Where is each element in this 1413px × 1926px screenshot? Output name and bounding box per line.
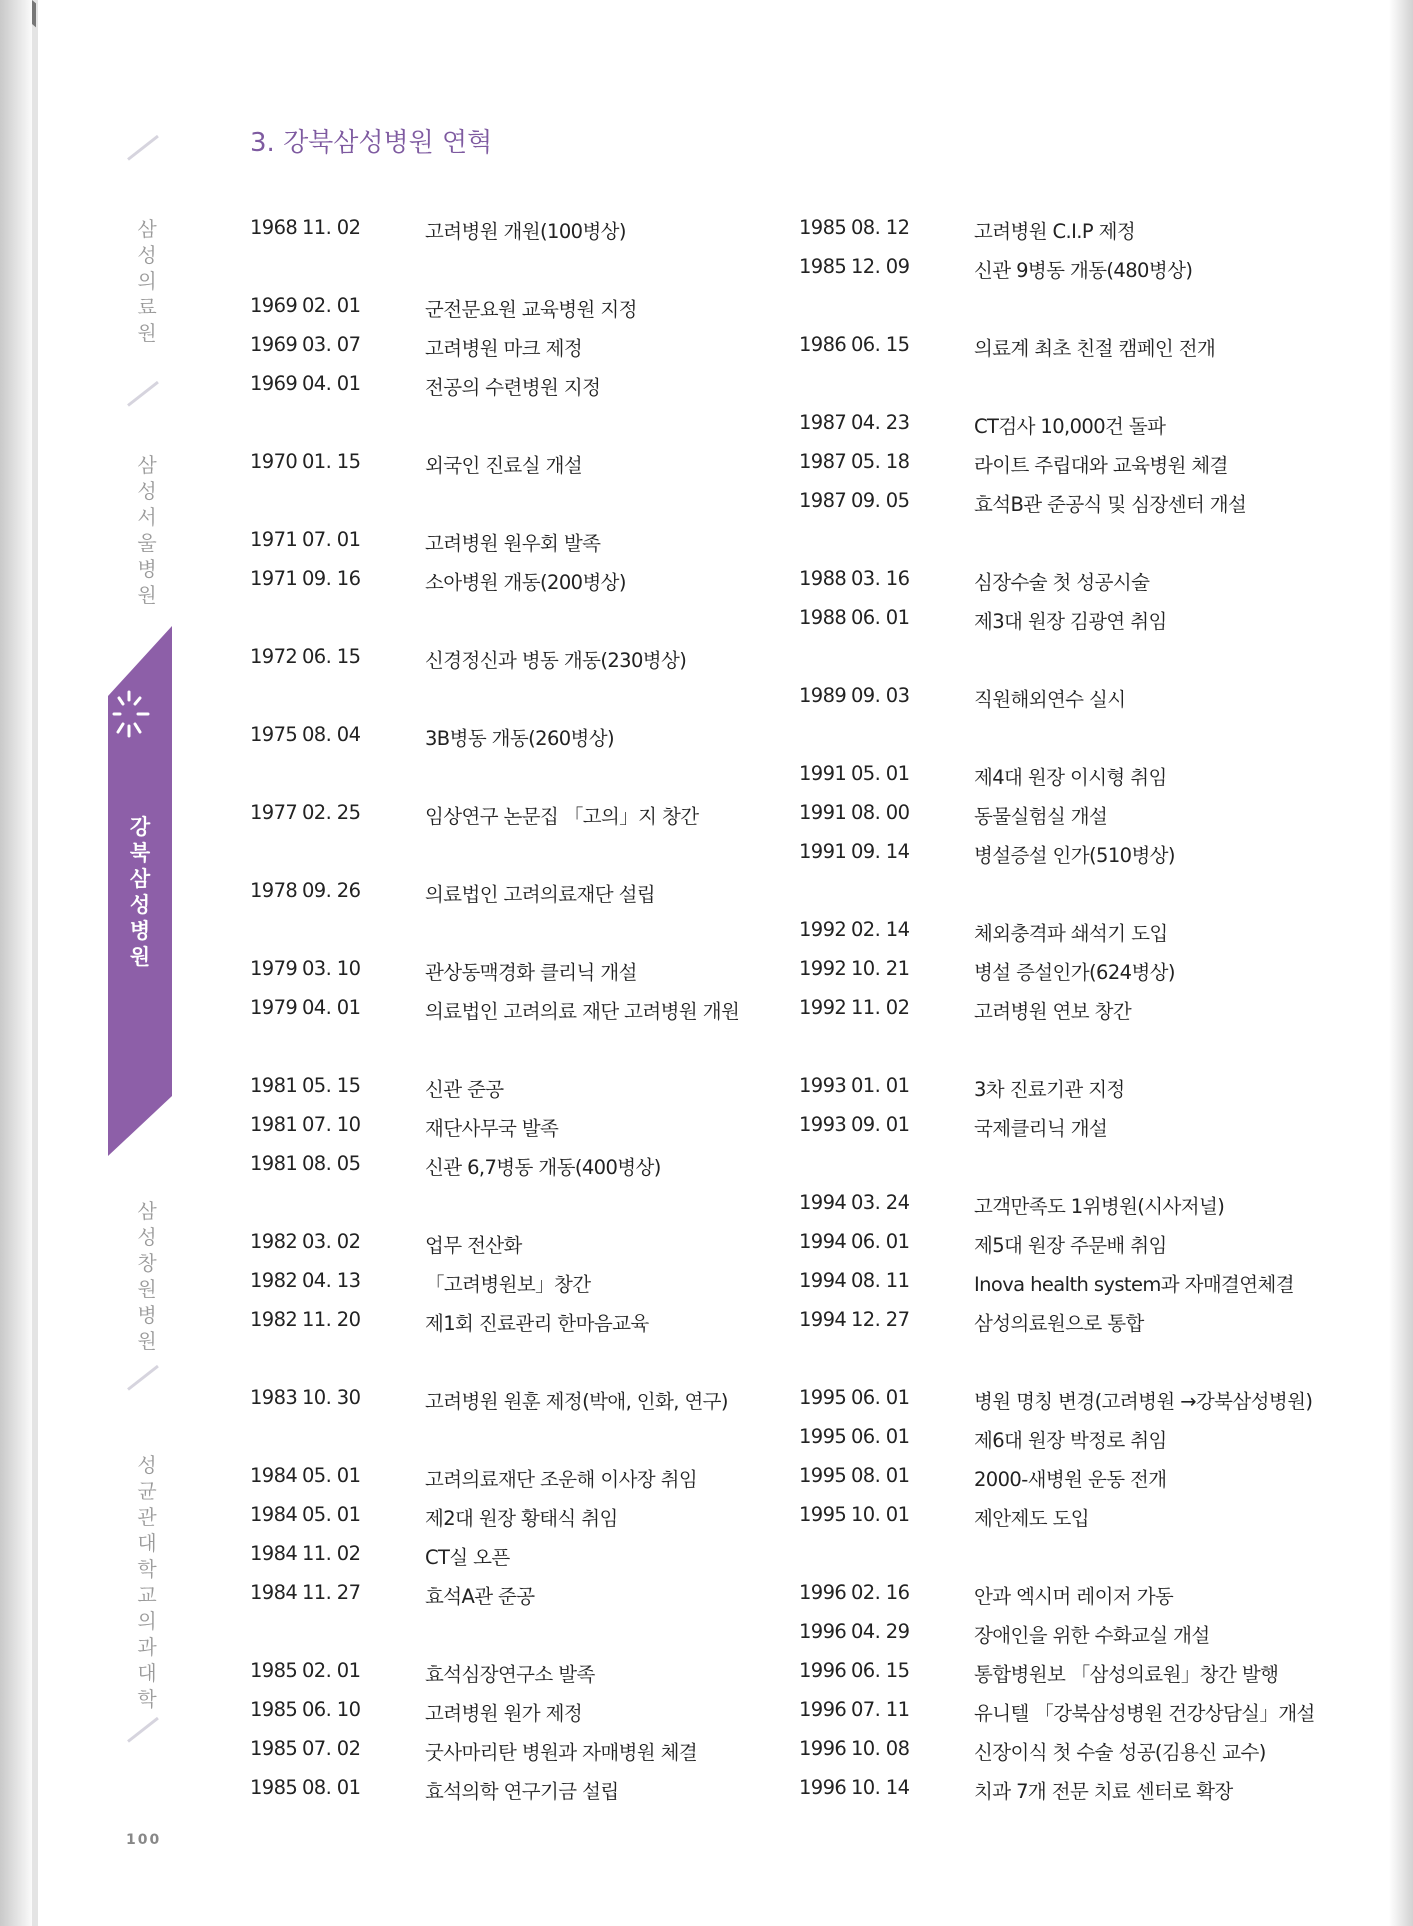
timeline-event: 소아병원 개동(200병상) — [425, 571, 626, 594]
timeline-event: 업무 전산화 — [425, 1234, 522, 1257]
timeline-date: 09. 01 — [851, 1113, 910, 1136]
section-title: 3. 강북삼성병원 연혁 — [250, 128, 493, 158]
timeline-event: 제4대 원장 이시형 취임 — [974, 766, 1167, 789]
timeline-date: 08. 01 — [851, 1464, 910, 1487]
timeline-event: 유니텔 「강북삼성병원 건강상담실」개설 — [974, 1702, 1315, 1725]
timeline-date: 07. 10 — [302, 1113, 361, 1136]
timeline-year: 1979 — [250, 957, 298, 980]
timeline-event: 고려병원 원가 제정 — [425, 1702, 583, 1725]
timeline-year: 1988 — [799, 606, 847, 629]
timeline-year: 1995 — [799, 1425, 847, 1448]
timeline-year: 1985 — [799, 255, 847, 278]
timeline-event: 3B병동 개동(260병상) — [425, 727, 615, 750]
timeline-year: 1992 — [799, 996, 847, 1019]
timeline-year: 1984 — [250, 1464, 298, 1487]
timeline-event: 3차 진료기관 지정 — [974, 1078, 1125, 1101]
timeline-year: 1993 — [799, 1074, 847, 1097]
timeline-event: 군전문요원 교육병원 지정 — [425, 298, 637, 321]
timeline-year: 1981 — [250, 1113, 298, 1136]
timeline-year: 1985 — [250, 1659, 298, 1682]
timeline-year: 1970 — [250, 450, 298, 473]
timeline-date: 03. 24 — [851, 1191, 910, 1214]
timeline-date: 04. 01 — [302, 372, 361, 395]
timeline-event: CT실 오픈 — [425, 1546, 510, 1569]
timeline-year: 1995 — [799, 1464, 847, 1487]
timeline-date: 03. 02 — [302, 1230, 361, 1253]
timeline-year: 1996 — [799, 1581, 847, 1604]
timeline-year: 1984 — [250, 1581, 298, 1604]
timeline-year: 1991 — [799, 801, 847, 824]
timeline-year: 1986 — [799, 333, 847, 356]
timeline-date: 03. 10 — [302, 957, 361, 980]
timeline-year: 1996 — [799, 1776, 847, 1799]
timeline-year: 1991 — [799, 762, 847, 785]
timeline-event: 외국인 진료실 개설 — [425, 454, 583, 477]
timeline-event: 삼성의료원으로 통합 — [974, 1312, 1144, 1335]
timeline-event: 제2대 원장 황태식 취임 — [425, 1507, 618, 1530]
timeline-event: 심장수술 첫 성공시술 — [974, 571, 1150, 594]
timeline-year: 1992 — [799, 957, 847, 980]
timeline-year: 1981 — [250, 1152, 298, 1175]
timeline-date: 06. 01 — [851, 1230, 910, 1253]
timeline-date: 06. 15 — [851, 333, 910, 356]
timeline-event: 제3대 원장 김광연 취임 — [974, 610, 1167, 633]
timeline-event: CT검사 10,000건 돌파 — [974, 415, 1166, 438]
timeline-event: 직원해외연수 실시 — [974, 688, 1126, 711]
timeline-year: 1996 — [799, 1659, 847, 1682]
timeline-event: 효석B관 준공식 및 심장센터 개설 — [974, 493, 1247, 516]
timeline-date: 01. 15 — [302, 450, 361, 473]
timeline-event: 임상연구 논문집 「고의」지 창간 — [425, 805, 699, 828]
timeline-event: 체외충격파 쇄석기 도입 — [974, 922, 1168, 945]
timeline-year: 1982 — [250, 1269, 298, 1292]
timeline-event: 병설증설 인가(510병상) — [974, 844, 1175, 867]
timeline-year: 1988 — [799, 567, 847, 590]
timeline-date: 05. 18 — [851, 450, 910, 473]
timeline-event: 국제클리닉 개설 — [974, 1117, 1108, 1140]
timeline-event: 의료법인 고려의료재단 설립 — [425, 883, 656, 906]
timeline-year: 1987 — [799, 450, 847, 473]
timeline-date: 06. 01 — [851, 1386, 910, 1409]
timeline-event: 고려병원 C.I.P 제정 — [974, 220, 1136, 243]
timeline-date: 04. 23 — [851, 411, 910, 434]
timeline-date: 02. 16 — [851, 1581, 910, 1604]
timeline-event: 의료법인 고려의료 재단 고려병원 개원 — [425, 1000, 740, 1023]
timeline-year: 1995 — [799, 1503, 847, 1526]
timeline-event: 신장이식 첫 수술 성공(김용신 교수) — [974, 1741, 1266, 1764]
sidebar-item-samsung-changwon-hospital[interactable]: 삼성창원병원 — [137, 1199, 157, 1353]
timeline-date: 09. 26 — [302, 879, 361, 902]
timeline-year: 1983 — [250, 1386, 298, 1409]
timeline-date: 06. 01 — [851, 606, 910, 629]
timeline-date: 10. 08 — [851, 1737, 910, 1760]
page-edge — [1389, 0, 1413, 1926]
timeline-year: 1971 — [250, 528, 298, 551]
sidebar-item-samsung-medical-center[interactable]: 삼성의료원 — [137, 217, 157, 345]
timeline-date: 08. 11 — [851, 1269, 910, 1292]
timeline-year: 1987 — [799, 411, 847, 434]
timeline-date: 10. 30 — [302, 1386, 361, 1409]
timeline-year: 1995 — [799, 1386, 847, 1409]
timeline-event: 장애인을 위한 수화교실 개설 — [974, 1624, 1210, 1647]
timeline-date: 06. 01 — [851, 1425, 910, 1448]
timeline-date: 03. 16 — [851, 567, 910, 590]
divider-slash — [127, 1717, 159, 1743]
timeline-event: 고려병원 마크 제정 — [425, 337, 583, 360]
sidebar-item-kangbuk-samsung-hospital[interactable]: 강북삼성병원 — [129, 815, 151, 969]
timeline-event: 동물실험실 개설 — [974, 805, 1108, 828]
timeline-date: 06. 15 — [302, 645, 361, 668]
timeline-year: 1982 — [250, 1230, 298, 1253]
timeline-year: 1982 — [250, 1308, 298, 1331]
timeline-date: 02. 01 — [302, 1659, 361, 1682]
timeline-date: 04. 29 — [851, 1620, 910, 1643]
timeline-event: 병설 증설인가(624병상) — [974, 961, 1175, 984]
timeline-year: 1985 — [799, 216, 847, 239]
timeline-event: 「고려병원보」창간 — [425, 1273, 591, 1296]
timeline-date: 04. 13 — [302, 1269, 361, 1292]
timeline-date: 05. 01 — [302, 1464, 361, 1487]
timeline-year: 1969 — [250, 333, 298, 356]
timeline-year: 1996 — [799, 1698, 847, 1721]
divider-slash — [127, 1365, 159, 1391]
timeline-year: 1971 — [250, 567, 298, 590]
timeline-event: 전공의 수련병원 지정 — [425, 376, 601, 399]
timeline-event: 고려의료재단 조운해 이사장 취임 — [425, 1468, 698, 1491]
timeline-year: 1984 — [250, 1503, 298, 1526]
timeline-year: 1994 — [799, 1269, 847, 1292]
timeline-year: 1978 — [250, 879, 298, 902]
timeline-event: 신관 6,7병동 개동(400병상) — [425, 1156, 661, 1179]
timeline-date: 10. 14 — [851, 1776, 910, 1799]
timeline-date: 09. 14 — [851, 840, 910, 863]
timeline-event: 효석A관 준공 — [425, 1585, 535, 1608]
timeline-year: 1968 — [250, 216, 298, 239]
timeline-event: 신경정신과 병동 개동(230병상) — [425, 649, 687, 672]
timeline-year: 1993 — [799, 1113, 847, 1136]
timeline-date: 10. 21 — [851, 957, 910, 980]
timeline-date: 06. 15 — [851, 1659, 910, 1682]
timeline-event: 고려병원 연보 창간 — [974, 1000, 1132, 1023]
sidebar-item-samsung-seoul-hospital[interactable]: 삼성서울병원 — [137, 453, 157, 607]
timeline-event: 안과 엑시머 레이저 가동 — [974, 1585, 1174, 1608]
timeline-date: 01. 01 — [851, 1074, 910, 1097]
timeline-event: 치과 7개 전문 치료 센터로 확장 — [974, 1780, 1233, 1803]
timeline-date: 05. 01 — [851, 762, 910, 785]
timeline-event: 굿사마리탄 병원과 자매병원 체결 — [425, 1741, 698, 1764]
timeline-year: 1996 — [799, 1620, 847, 1643]
timeline-year: 1979 — [250, 996, 298, 1019]
timeline-year: 1994 — [799, 1230, 847, 1253]
timeline-year: 1985 — [250, 1776, 298, 1799]
binding-corner-mark — [32, 0, 36, 27]
timeline-year: 1969 — [250, 372, 298, 395]
timeline-date: 08. 05 — [302, 1152, 361, 1175]
timeline-date: 03. 07 — [302, 333, 361, 356]
timeline-year: 1994 — [799, 1308, 847, 1331]
timeline-year: 1989 — [799, 684, 847, 707]
timeline-year: 1985 — [250, 1737, 298, 1760]
timeline-event: 신관 준공 — [425, 1078, 504, 1101]
timeline-event: 고려병원 개원(100병상) — [425, 220, 626, 243]
timeline-date: 09. 16 — [302, 567, 361, 590]
timeline-date: 05. 15 — [302, 1074, 361, 1097]
timeline-date: 09. 05 — [851, 489, 910, 512]
timeline-event: 제1회 진료관리 한마음교육 — [425, 1312, 649, 1335]
timeline-year: 1984 — [250, 1542, 298, 1565]
timeline-year: 1977 — [250, 801, 298, 824]
timeline-year: 1994 — [799, 1191, 847, 1214]
timeline-year: 1981 — [250, 1074, 298, 1097]
timeline-event: 2000-새병원 운동 전개 — [974, 1468, 1167, 1491]
timeline-year: 1991 — [799, 840, 847, 863]
timeline-event: 제5대 원장 주문배 취임 — [974, 1234, 1167, 1257]
timeline-date: 07. 02 — [302, 1737, 361, 1760]
timeline-event: 고려병원 원훈 제정(박애, 인화, 연구) — [425, 1390, 728, 1413]
timeline-date: 08. 12 — [851, 216, 910, 239]
timeline-year: 1972 — [250, 645, 298, 668]
timeline-date: 08. 04 — [302, 723, 361, 746]
timeline-date: 02. 25 — [302, 801, 361, 824]
starburst-icon — [108, 686, 150, 742]
timeline-date: 11. 02 — [302, 1542, 361, 1565]
timeline-year: 1996 — [799, 1737, 847, 1760]
timeline-event: 효석심장연구소 발족 — [425, 1663, 595, 1686]
timeline-date: 12. 09 — [851, 255, 910, 278]
timeline-event: 재단사무국 발족 — [425, 1117, 559, 1140]
divider-slash — [127, 381, 159, 407]
timeline-event: 고객만족도 1위병원(시사저널) — [974, 1195, 1225, 1218]
divider-slash — [127, 135, 159, 161]
timeline-event: 병원 명칭 변경(고려병원 →강북삼성병원) — [974, 1390, 1313, 1413]
timeline-date: 11. 02 — [302, 216, 361, 239]
timeline-year: 1975 — [250, 723, 298, 746]
timeline-date: 11. 27 — [302, 1581, 361, 1604]
timeline-date: 06. 10 — [302, 1698, 361, 1721]
sidebar-item-skku-medicine[interactable]: 성균관대학교 의과대학 — [137, 1453, 157, 1711]
timeline-event: 제6대 원장 박정로 취임 — [974, 1429, 1167, 1452]
timeline-event: Inova health system과 자매결연체결 — [974, 1273, 1295, 1296]
timeline-date: 10. 01 — [851, 1503, 910, 1526]
timeline-date: 08. 00 — [851, 801, 910, 824]
timeline-event: 의료계 최초 친절 캠페인 전개 — [974, 337, 1216, 360]
timeline-date: 12. 27 — [851, 1308, 910, 1331]
timeline-event: 라이트 주립대와 교육병원 체결 — [974, 454, 1228, 477]
timeline-event: 관상동맥경화 클리닉 개설 — [425, 961, 637, 984]
timeline-event: 통합병원보 「삼성의료원」창간 발행 — [974, 1663, 1279, 1686]
timeline-date: 02. 14 — [851, 918, 910, 941]
timeline-event: 고려병원 원우회 발족 — [425, 532, 601, 555]
timeline-date: 02. 01 — [302, 294, 361, 317]
timeline-event: 제안제도 도입 — [974, 1507, 1090, 1530]
timeline-date: 07. 01 — [302, 528, 361, 551]
timeline-date: 08. 01 — [302, 1776, 361, 1799]
timeline-date: 07. 11 — [851, 1698, 910, 1721]
book-binding — [32, 0, 38, 1926]
timeline-event: 효석의학 연구기금 설립 — [425, 1780, 619, 1803]
timeline-date: 09. 03 — [851, 684, 910, 707]
timeline-year: 1992 — [799, 918, 847, 941]
page-number: 100 — [126, 1832, 162, 1848]
timeline-year: 1969 — [250, 294, 298, 317]
timeline-date: 04. 01 — [302, 996, 361, 1019]
timeline-date: 11. 20 — [302, 1308, 361, 1331]
timeline-date: 11. 02 — [851, 996, 910, 1019]
timeline-year: 1985 — [250, 1698, 298, 1721]
timeline-event: 신관 9병동 개동(480병상) — [974, 259, 1193, 282]
timeline-year: 1987 — [799, 489, 847, 512]
timeline-date: 05. 01 — [302, 1503, 361, 1526]
